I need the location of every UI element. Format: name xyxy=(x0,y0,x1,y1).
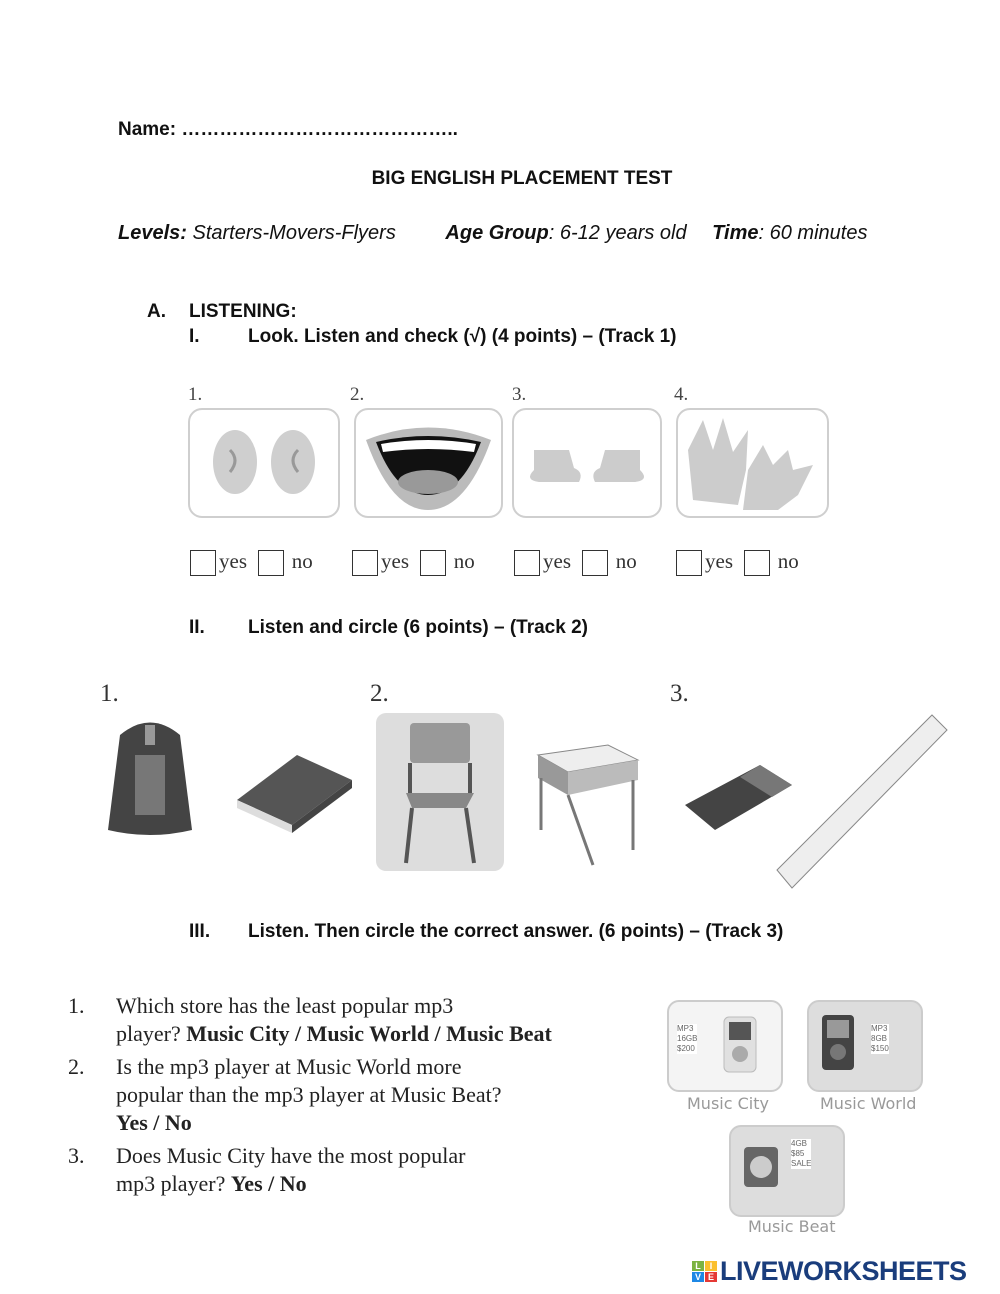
item-number: 2. xyxy=(350,384,365,405)
price-tag: 4GB $85 SALE xyxy=(791,1139,812,1168)
time-value: : 60 minutes xyxy=(758,222,868,244)
answer-options-3 xyxy=(514,549,637,576)
liveworksheets-logo[interactable] xyxy=(692,1256,967,1287)
question-1 xyxy=(68,992,552,1048)
mouth-picture xyxy=(354,408,503,518)
group-number: 1. xyxy=(100,680,119,707)
no-label: no xyxy=(615,549,637,573)
part2-instruction: Listen and circle (6 points) – (Track 2) xyxy=(248,617,588,638)
part3-instruction: Listen. Then circle the correct answer. (6 points) – (Track 3) xyxy=(248,921,784,942)
item-number: 4. xyxy=(674,384,689,405)
item-number: 1. xyxy=(188,384,203,405)
no-label: no xyxy=(777,549,799,573)
age-label: Age Group xyxy=(445,222,549,244)
question-text: player? xyxy=(116,1021,187,1046)
question-2 xyxy=(68,1053,502,1137)
age-value: : 6-12 years old xyxy=(548,222,687,244)
part3-number: III. xyxy=(189,921,211,942)
price-tag: MP3 8GB $150 xyxy=(871,1024,889,1053)
group-number: 3. xyxy=(670,680,689,707)
no-checkbox[interactable] xyxy=(582,550,608,576)
yes-checkbox[interactable] xyxy=(514,550,540,576)
answer-options-4 xyxy=(676,549,799,576)
yes-label: yes xyxy=(381,549,409,573)
yes-label: yes xyxy=(543,549,571,573)
question-text: Does Music City have the most popular xyxy=(116,1143,466,1168)
question-text: mp3 player? xyxy=(116,1171,231,1196)
levels-label: Levels: xyxy=(118,222,187,244)
ears-picture xyxy=(188,408,340,518)
question-text: popular than the mp3 player at Music Beat? xyxy=(116,1082,502,1107)
no-label: no xyxy=(291,549,313,573)
mp3-player-icon xyxy=(817,1010,862,1080)
part1-number: I. xyxy=(189,326,200,347)
answer-choices[interactable]: Yes / No xyxy=(230,1171,307,1196)
item-number: 3. xyxy=(512,384,527,405)
section-a-title: LISTENING: xyxy=(189,301,297,322)
ruler-picture[interactable] xyxy=(772,710,950,895)
price-tag: MP3 16GB $200 xyxy=(677,1024,698,1053)
answer-options-2 xyxy=(352,549,475,576)
backpack-picture[interactable] xyxy=(100,715,200,840)
name-field[interactable]: Name: …………………………………….. xyxy=(118,119,458,140)
music-beat-card xyxy=(729,1125,845,1217)
logo-text: LIVEWORKSHEETS xyxy=(720,1256,967,1286)
mp3-player-icon xyxy=(719,1012,764,1082)
store-label: Music Beat xyxy=(748,1217,836,1236)
page-title: BIG ENGLISH PLACEMENT TEST xyxy=(371,168,673,189)
answer-choices[interactable]: Yes / No xyxy=(116,1110,192,1135)
feet-picture xyxy=(512,408,662,518)
time-label: Time xyxy=(712,222,759,244)
yes-label: yes xyxy=(219,549,247,573)
question-text: Which store has the least popular mp3 xyxy=(116,993,454,1018)
levels-value: Starters-Movers-Flyers xyxy=(186,222,396,244)
desk-picture[interactable] xyxy=(533,740,643,868)
store-label: Music City xyxy=(687,1094,769,1113)
no-checkbox[interactable] xyxy=(258,550,284,576)
section-a-letter: A. xyxy=(147,301,166,322)
answer-choices[interactable]: Music City / Music World / Music Beat xyxy=(186,1021,552,1046)
question-number: 2. xyxy=(68,1054,85,1079)
question-text: Is the mp3 player at Music World more xyxy=(116,1054,462,1079)
mp3-player-icon xyxy=(739,1137,784,1197)
chair-picture[interactable] xyxy=(376,713,504,871)
yes-checkbox[interactable] xyxy=(352,550,378,576)
music-world-card xyxy=(807,1000,923,1092)
yes-checkbox[interactable] xyxy=(190,550,216,576)
answer-options-1 xyxy=(190,549,313,576)
book-picture[interactable] xyxy=(232,745,354,835)
no-checkbox[interactable] xyxy=(744,550,770,576)
question-number: 1. xyxy=(68,993,85,1018)
music-city-card xyxy=(667,1000,783,1092)
hands-picture xyxy=(676,408,829,518)
part1-instruction: Look. Listen and check (√) (4 points) – (Track 1) xyxy=(248,326,677,347)
store-label: Music World xyxy=(820,1094,917,1113)
question-number: 3. xyxy=(68,1143,85,1168)
yes-label: yes xyxy=(705,549,733,573)
test-info xyxy=(118,222,867,245)
no-label: no xyxy=(453,549,475,573)
no-checkbox[interactable] xyxy=(420,550,446,576)
group-number: 2. xyxy=(370,680,389,707)
yes-checkbox[interactable] xyxy=(676,550,702,576)
question-3 xyxy=(68,1142,466,1198)
part2-number: II. xyxy=(189,617,205,638)
logo-tiles-icon: L I V E xyxy=(692,1261,717,1282)
